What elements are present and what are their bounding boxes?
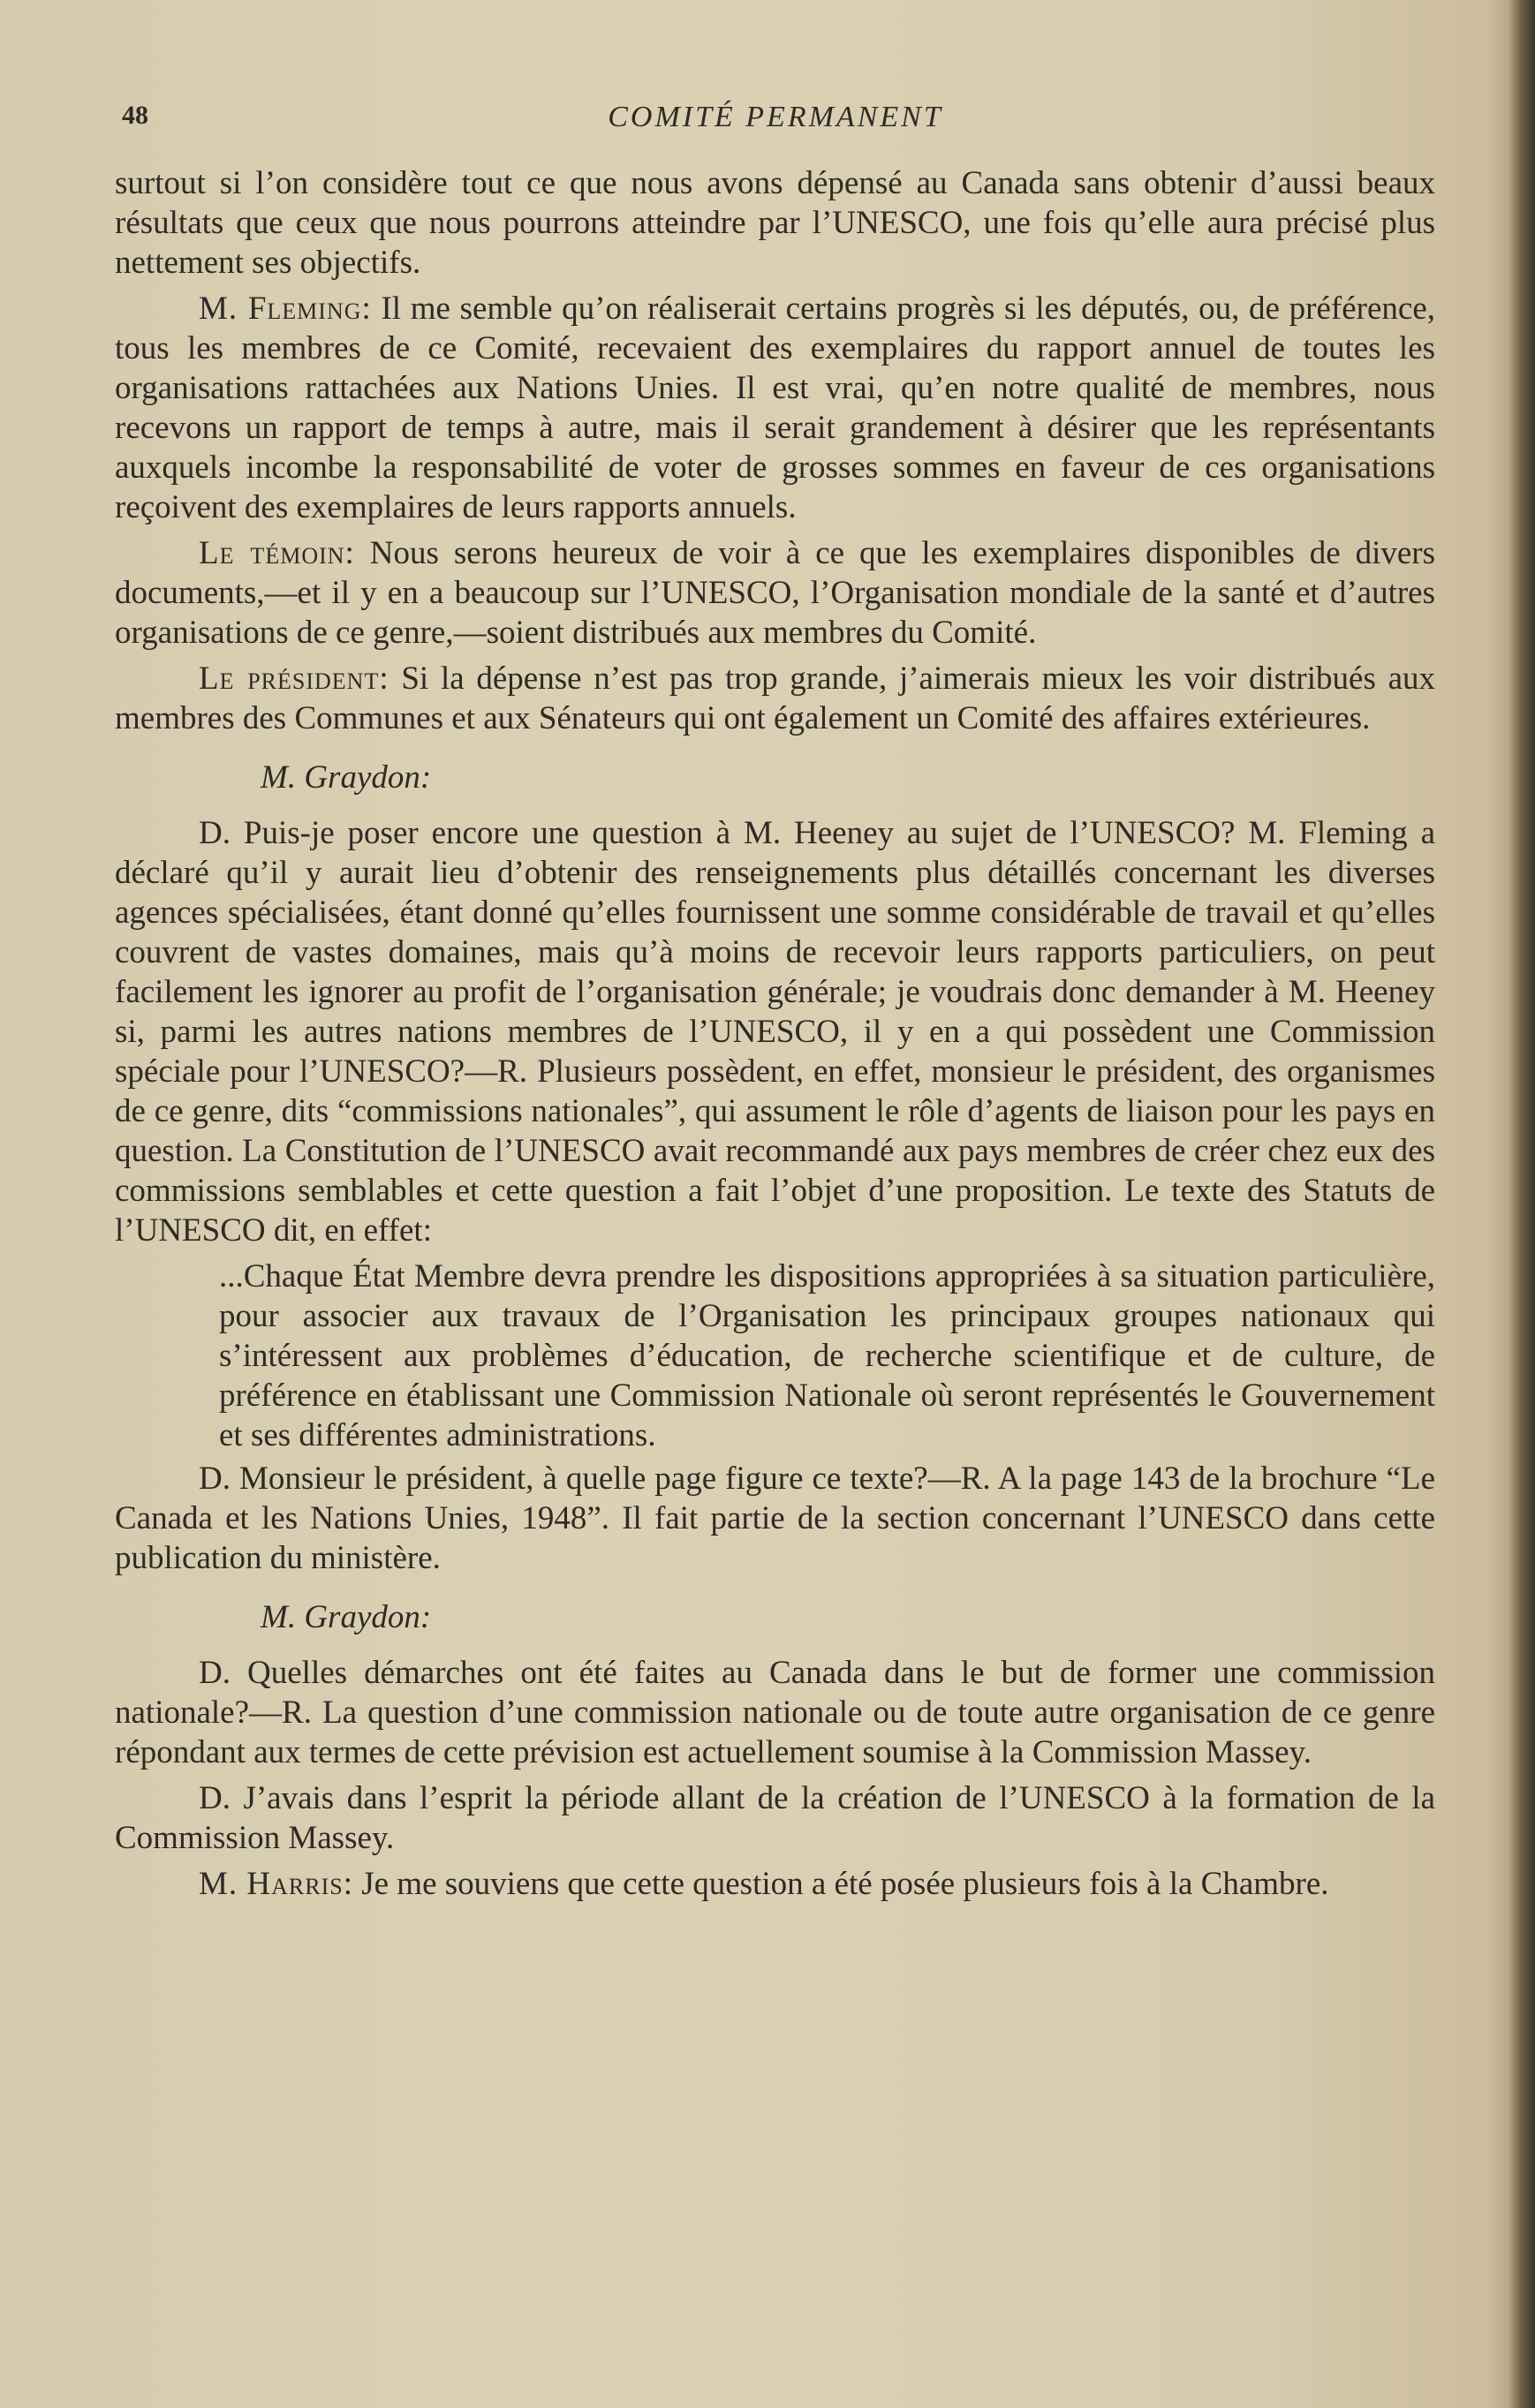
block-quote: ...Chaque État Membre devra prendre les dispositions appropriées à sa situation particulière, pour associer aux travaux de l’Organisation les principaux groupes nationaux qui s’intéressent aux problèmes d’éducation, de recherche scientifique et de culture, de préférence en établissant une Commission Nationale où seront représentés le Gouvernement et ses différentes administrations. xyxy=(219,1258,1435,1453)
paragraph-fleming xyxy=(115,289,1435,527)
paragraph-harris xyxy=(115,1864,1435,1904)
page-body xyxy=(115,163,1435,1910)
paragraph-continuation: surtout si l’on considère tout ce que nous avons dépensé au Canada sans obtenir d’aussi beaux résultats que ceux que nous pourrons atteindre par l’UNESCO, une fois qu’elle aura précisé plus nettement ses objectifs. xyxy=(115,165,1435,281)
speaker-name: M. Fleming: xyxy=(199,291,372,327)
speaker-name: Le témoin: xyxy=(199,535,355,571)
speaker-heading: M. Graydon: xyxy=(261,1599,432,1635)
page-number: 48 xyxy=(122,101,148,130)
running-head: COMITÉ PERMANENT xyxy=(608,101,943,133)
paragraph-text: Il me semble qu’on réaliserait certains progrès si les députés, ou, de préférence, tous les membres de ce Comité, recevaient des exemplaires du rapport annuel de toutes les organisations rattachées aux Nations Unies. Il est vrai, qu’en notre qualité de membres, nous recevons un rapport de temps à autre, mais il serait grandement à désirer que les représentants auxquels incombe la responsabilité de voter de grosses sommes en faveur de ces organisations reçoivent des exemplaires de leurs rapports annuels. xyxy=(115,291,1435,525)
paragraph-text: Je me souviens que cette question a été posée plusieurs fois à la Chambre. xyxy=(361,1866,1329,1902)
book-spine-shadow xyxy=(1509,0,1535,2408)
paragraph-text: Si la dépense n’est pas trop grande, j’aimerais mieux les voir distribués aux membres des Communes et aux Sénateurs qui ont également un Comité des affaires extérieures. xyxy=(115,661,1436,736)
speaker-heading: M. Graydon: xyxy=(261,759,432,796)
speaker-name: M. Harris: xyxy=(199,1866,353,1902)
paragraph-question: D. Puis-je poser encore une question à M. Heeney au sujet de l’UNESCO? M. Fleming a déclaré qu’il y aurait lieu d’obtenir des renseignements plus détaillés concernant les diverses agences spécialisées, étant donné qu’elles fournissent une somme considérable de travail et qu’elles couvrent de vastes domaines, mais qu’à moins de recevoir leurs rapports particuliers, on peut facilement les ignorer au profit de l’organisation générale; je voudrais donc demander à M. Heeney si, parmi les autres nations membres de l’UNESCO, il y en a qui possèdent une Commission spéciale pour l’UNESCO?—R. Plusieurs possèdent, en effet, monsieur le président, des organismes de ce genre, dits “commissions nationales”, qui assument le rôle d’agents de liaison pour les pays en question. La Constitution de l’UNESCO avait recommandé aux pays membres de créer chez eux des commissions semblables et cette question a fait l’objet d’une proposition. Le texte des Statuts de l’UNESCO dit, en effet: xyxy=(115,815,1435,1249)
paragraph-question: D. J’avais dans l’esprit la période allant de la création de l’UNESCO à la formation de la Commission Massey. xyxy=(115,1780,1435,1856)
paragraph-temoin xyxy=(115,533,1435,653)
paragraph-text: Nous serons heureux de voir à ce que les exemplaires disponibles de divers documents,—et il y en a beaucoup sur l’UNESCO, l’Organisation mondiale de la santé et d’autres organisations de ce genre,—soient distribués aux membres du Comité. xyxy=(115,535,1435,651)
page-header xyxy=(122,97,1429,141)
paragraph-question: D. Quelles démarches ont été faites au Canada dans le but de former une commission nationale?—R. La question d’une commission nationale ou de toute autre organisation de ce genre répondant aux termes de cette prévision est actuellement soumise à la Commission Massey. xyxy=(115,1655,1435,1770)
paragraph-question: D. Monsieur le président, à quelle page figure ce texte?—R. A la page 143 de la brochure “Le Canada et les Nations Unies, 1948”. Il fait partie de la section concernant l’UNESCO dans cette publication du ministère. xyxy=(115,1461,1435,1576)
paragraph-president xyxy=(115,659,1435,738)
speaker-name: Le président: xyxy=(199,661,389,697)
